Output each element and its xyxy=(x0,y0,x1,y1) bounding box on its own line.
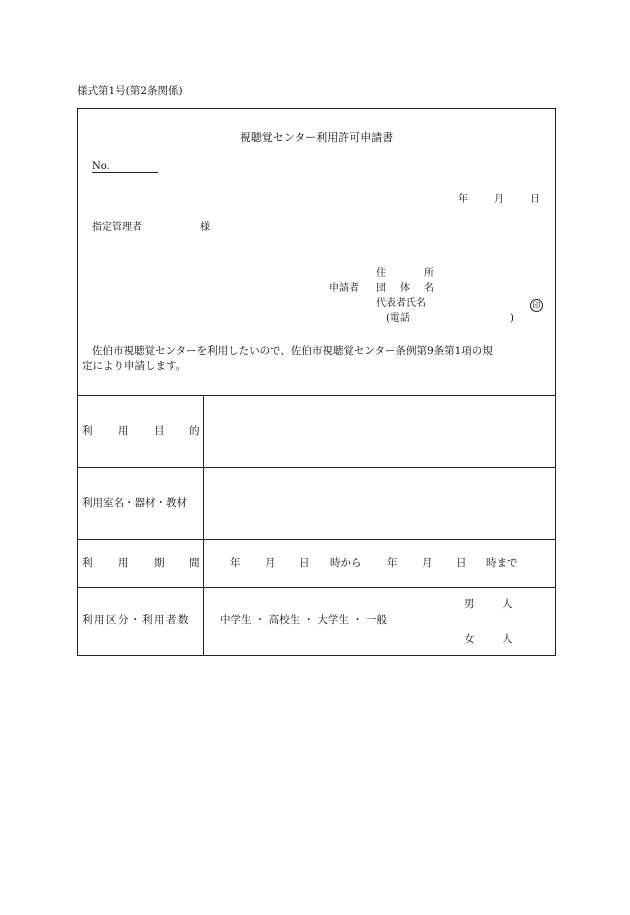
period-char-3: 期 xyxy=(154,557,165,569)
period-char-1: 利 xyxy=(82,557,93,569)
female-label: 女 xyxy=(464,633,475,645)
phone-open: (電話 xyxy=(386,313,410,324)
period-to-day: 日 xyxy=(456,557,467,569)
applicant-label: 申請者 xyxy=(329,283,359,294)
number-field-line xyxy=(92,172,158,173)
period-char-4: 間 xyxy=(189,557,200,569)
purpose-char-2: 用 xyxy=(118,425,129,437)
period-from-hour: 時から xyxy=(330,557,362,569)
request-text-line2: 定により申請します。 xyxy=(82,360,187,372)
purpose-char-3: 目 xyxy=(154,425,165,437)
number-field-label: No. xyxy=(92,161,110,172)
period-to-hour: 時まで xyxy=(486,557,518,569)
period-from-month: 月 xyxy=(265,557,276,569)
group-char-3: 名 xyxy=(424,283,434,294)
date-day: 日 xyxy=(530,194,540,205)
purpose-char-1: 利 xyxy=(82,425,93,437)
period-from-day: 日 xyxy=(299,557,310,569)
purpose-char-4: 的 xyxy=(189,425,200,437)
form-title: 視聴覚センター利用許可申請書 xyxy=(239,131,394,144)
addressee-label: 指定管理者 xyxy=(92,222,142,233)
application-form xyxy=(77,108,556,656)
female-unit: 人 xyxy=(502,633,513,645)
period-char-2: 用 xyxy=(118,557,129,569)
seal-mark: 印 xyxy=(530,299,543,312)
room-equipment-label: 利用室名・器材・教材 xyxy=(82,497,187,509)
address-char-1: 住 xyxy=(376,268,386,279)
period-to-year: 年 xyxy=(387,557,398,569)
category-label: 利用区分・利用者数 xyxy=(82,614,190,626)
row-divider xyxy=(78,587,555,588)
row-divider xyxy=(78,395,555,396)
request-text-line1: 佐伯市視聴覚センターを利用したいので、佐伯市視聴覚センター条例第9条第1項の規 xyxy=(92,345,493,357)
date-month: 月 xyxy=(494,194,504,205)
period-from-year: 年 xyxy=(230,557,241,569)
phone-close: ) xyxy=(510,313,514,324)
addressee-honorific: 様 xyxy=(200,222,210,233)
address-char-2: 所 xyxy=(424,268,434,279)
row-divider xyxy=(78,467,555,468)
form-number-label: 様式第1号(第2条関係) xyxy=(77,85,183,97)
male-unit: 人 xyxy=(502,598,513,610)
column-divider xyxy=(203,395,204,656)
period-to-month: 月 xyxy=(422,557,433,569)
date-year: 年 xyxy=(458,194,468,205)
male-label: 男 xyxy=(464,598,475,610)
row-divider xyxy=(78,539,555,540)
category-options: 中学生 ・ 高校生 ・ 大学生 ・ 一般 xyxy=(220,614,388,626)
representative-name-label: 代表者氏名 xyxy=(376,298,426,309)
group-char-1: 団 xyxy=(376,283,386,294)
group-char-2: 体 xyxy=(400,283,410,294)
